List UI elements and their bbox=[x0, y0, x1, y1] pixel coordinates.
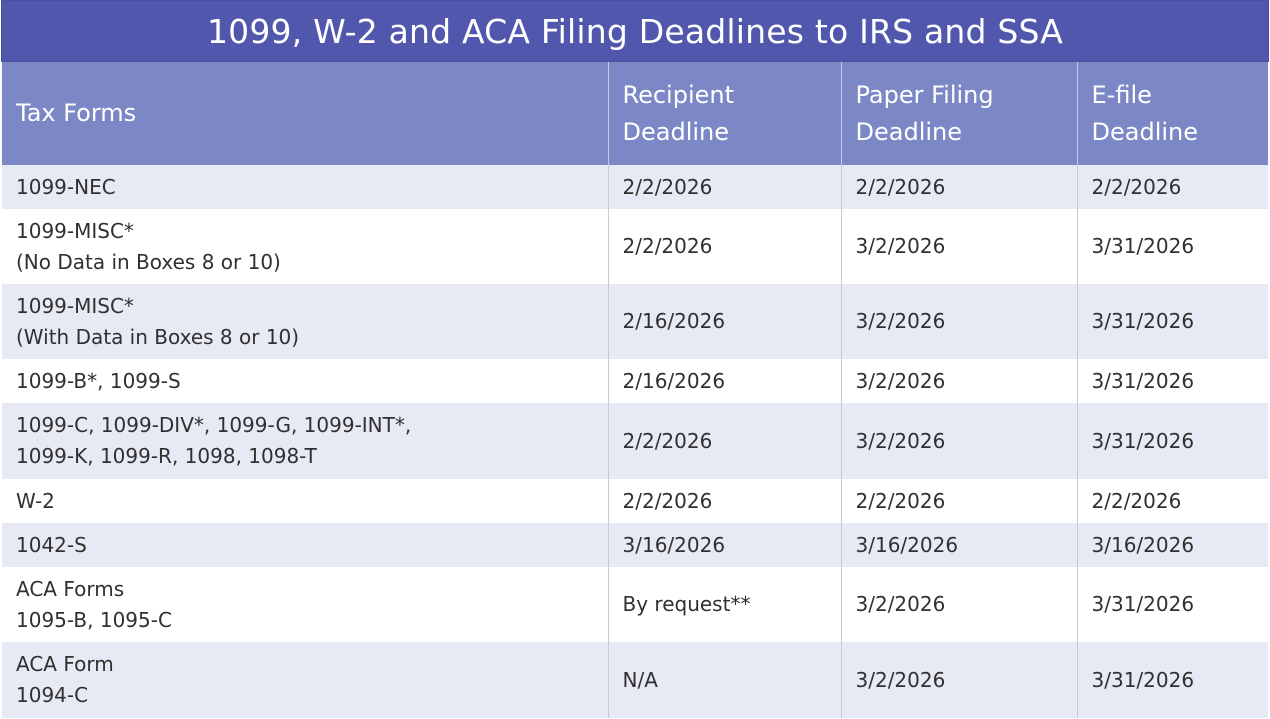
efile-deadline-cell: 3/16/2026 bbox=[1077, 523, 1268, 567]
recipient-deadline-cell: By request** bbox=[608, 567, 841, 642]
recipient-deadline-cell: 3/16/2026 bbox=[608, 523, 841, 567]
table-row bbox=[2, 479, 1268, 523]
recipient-deadline-cell: 2/2/2026 bbox=[608, 165, 841, 209]
header-recipient-deadline bbox=[608, 62, 841, 165]
tax-form-line2: 1095-B, 1095-C bbox=[16, 607, 172, 632]
tax-form-cell bbox=[2, 567, 608, 642]
header-tax-forms bbox=[2, 62, 608, 165]
table-row bbox=[2, 359, 1268, 403]
tax-form-cell bbox=[2, 165, 608, 209]
paper-deadline-cell: 3/2/2026 bbox=[841, 359, 1077, 403]
tax-form-line1: 1099-NEC bbox=[16, 174, 116, 199]
header-efile-line1: E-file bbox=[1091, 80, 1152, 109]
paper-deadline-cell: 3/16/2026 bbox=[841, 523, 1077, 567]
tax-form-line2: 1099-K, 1099-R, 1098, 1098-T bbox=[16, 444, 317, 468]
table-row bbox=[2, 567, 1268, 642]
tax-form-line1: W-2 bbox=[16, 488, 55, 513]
recipient-deadline-cell: N/A bbox=[608, 642, 841, 718]
header-efile-deadline bbox=[1077, 62, 1268, 165]
efile-deadline-cell: 3/31/2026 bbox=[1077, 359, 1268, 403]
deadlines-table-container bbox=[1, 0, 1269, 719]
paper-deadline-cell: 3/2/2026 bbox=[841, 284, 1077, 359]
header-row bbox=[2, 62, 1268, 165]
table-title: 1099, W-2 and ACA Filing Deadlines to IRS and SSA bbox=[1, 0, 1269, 62]
efile-deadline-cell: 3/31/2026 bbox=[1077, 642, 1268, 718]
tax-form-line1: 1099-C, 1099-DIV*, 1099-G, 1099-INT*, bbox=[16, 413, 412, 437]
tax-form-line1: 1099-MISC* bbox=[16, 293, 134, 318]
tax-form-line2: (With Data in Boxes 8 or 10) bbox=[16, 324, 300, 349]
tax-form-line1: ACA Form bbox=[16, 652, 114, 676]
tax-form-line1: ACA Forms bbox=[16, 576, 125, 601]
table-row bbox=[2, 284, 1268, 359]
paper-deadline-cell: 2/2/2026 bbox=[841, 479, 1077, 523]
header-paper-line1: Paper Filing bbox=[855, 80, 994, 109]
table-body bbox=[2, 165, 1268, 718]
tax-form-line2: (No Data in Boxes 8 or 10) bbox=[16, 249, 281, 274]
efile-deadline-cell: 2/2/2026 bbox=[1077, 165, 1268, 209]
efile-deadline-cell: 2/2/2026 bbox=[1077, 479, 1268, 523]
tax-form-line1: 1042-S bbox=[16, 532, 87, 557]
table-row bbox=[2, 642, 1268, 718]
tax-form-line1: 1099-B*, 1099-S bbox=[16, 368, 181, 393]
tax-form-line2: 1094-C bbox=[16, 683, 89, 707]
table-header bbox=[2, 62, 1268, 165]
table-row bbox=[2, 523, 1268, 567]
tax-form-cell bbox=[2, 642, 608, 718]
header-tax-forms-label: Tax Forms bbox=[16, 99, 137, 127]
efile-deadline-cell: 3/31/2026 bbox=[1077, 209, 1268, 284]
deadlines-table bbox=[2, 62, 1268, 718]
paper-deadline-cell: 3/2/2026 bbox=[841, 403, 1077, 479]
efile-deadline-cell: 3/31/2026 bbox=[1077, 284, 1268, 359]
recipient-deadline-cell: 2/2/2026 bbox=[608, 209, 841, 284]
header-recipient-line1: Recipient bbox=[622, 80, 735, 109]
tax-form-line1: 1099-MISC* bbox=[16, 218, 134, 243]
paper-deadline-cell: 3/2/2026 bbox=[841, 642, 1077, 718]
tax-form-cell bbox=[2, 284, 608, 359]
recipient-deadline-cell: 2/2/2026 bbox=[608, 479, 841, 523]
tax-form-cell bbox=[2, 523, 608, 567]
header-paper-line2: Deadline bbox=[855, 117, 962, 146]
header-recipient-line2: Deadline bbox=[622, 117, 729, 146]
table-row bbox=[2, 209, 1268, 284]
efile-deadline-cell: 3/31/2026 bbox=[1077, 567, 1268, 642]
header-efile-line2: Deadline bbox=[1091, 117, 1198, 146]
tax-form-cell bbox=[2, 209, 608, 284]
header-paper-filing-deadline bbox=[841, 62, 1077, 165]
tax-form-cell bbox=[2, 479, 608, 523]
paper-deadline-cell: 3/2/2026 bbox=[841, 567, 1077, 642]
tax-form-cell bbox=[2, 403, 608, 479]
table-row bbox=[2, 403, 1268, 479]
efile-deadline-cell: 3/31/2026 bbox=[1077, 403, 1268, 479]
recipient-deadline-cell: 2/2/2026 bbox=[608, 403, 841, 479]
recipient-deadline-cell: 2/16/2026 bbox=[608, 284, 841, 359]
recipient-deadline-cell: 2/16/2026 bbox=[608, 359, 841, 403]
table-row bbox=[2, 165, 1268, 209]
paper-deadline-cell: 2/2/2026 bbox=[841, 165, 1077, 209]
paper-deadline-cell: 3/2/2026 bbox=[841, 209, 1077, 284]
tax-form-cell bbox=[2, 359, 608, 403]
